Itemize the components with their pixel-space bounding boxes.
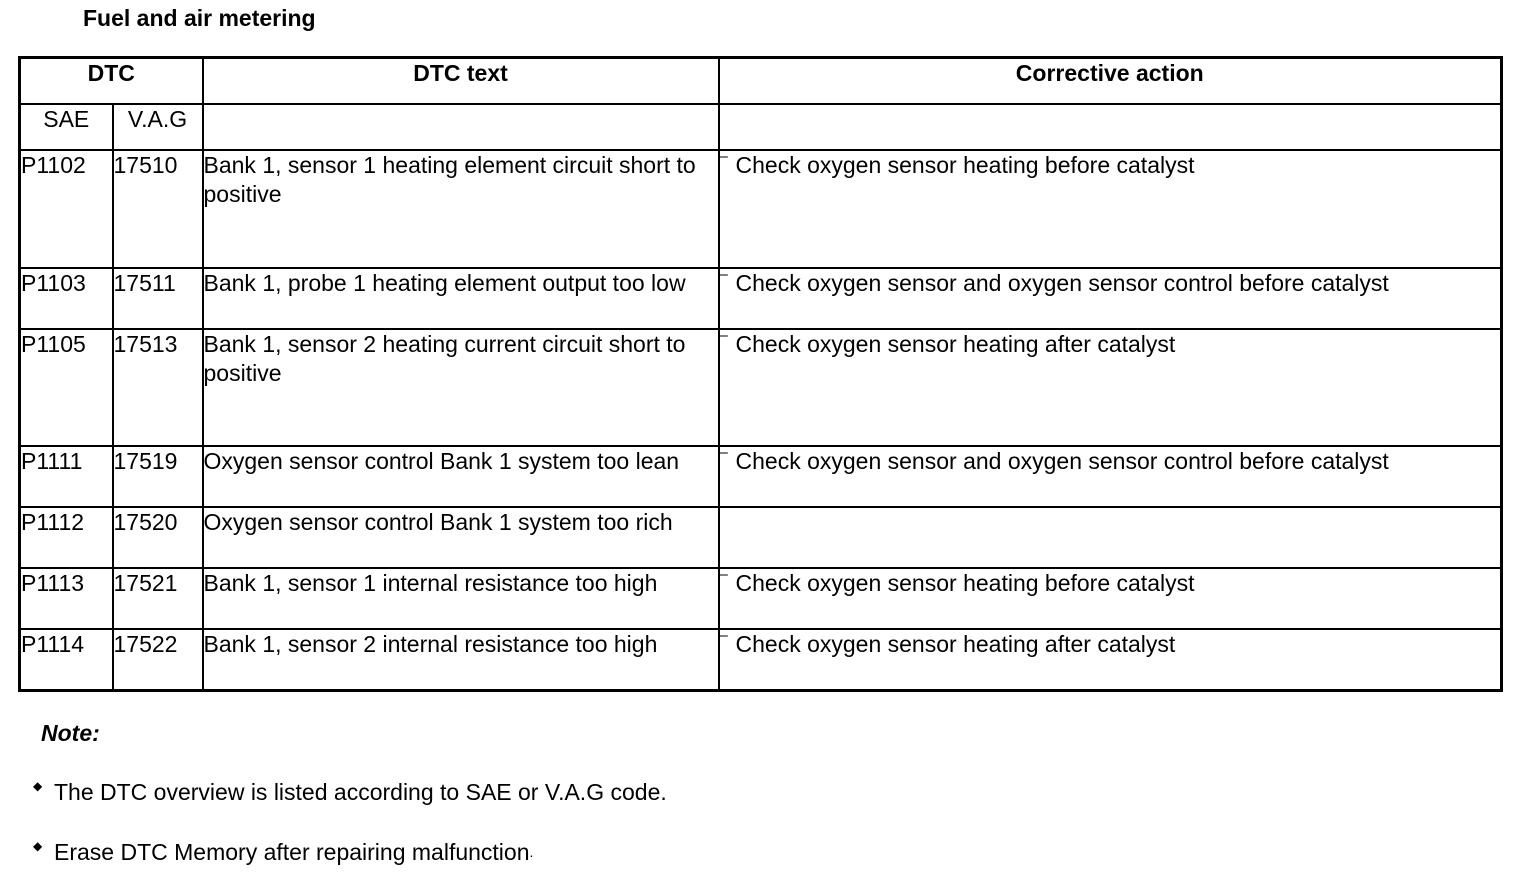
- section-title: Fuel and air metering: [83, 5, 316, 31]
- action-item: [719, 565, 1501, 598]
- vag-code: 17522: [113, 629, 203, 691]
- vag-code: 17521: [113, 568, 203, 629]
- corrective-action: [719, 626, 1502, 691]
- dtc-text: Bank 1, sensor 1 internal resistance too high: [203, 568, 719, 629]
- table-row: [20, 150, 1502, 268]
- sae-code: P1112: [20, 507, 113, 568]
- corrective-action: [719, 150, 1502, 268]
- action-text: Check oxygen sensor heating after catalyst: [735, 330, 1176, 357]
- sae-code: P1111: [20, 446, 113, 507]
- subheader-vag: V.A.G: [113, 104, 203, 150]
- action-item: [719, 265, 1501, 298]
- dtc-text: Oxygen sensor control Bank 1 system too rich: [203, 507, 719, 568]
- header-row: [20, 58, 1502, 105]
- header-dtc: DTC: [20, 58, 203, 105]
- action-text: Check oxygen sensor heating before catalyst: [735, 152, 1195, 178]
- sae-code: P1102: [20, 150, 113, 268]
- vag-code: 17510: [113, 150, 203, 268]
- sae-code: P1105: [20, 329, 113, 447]
- dtc-text: Bank 1, sensor 1 heating element circuit short to positive: [203, 150, 719, 268]
- dtc-text: Bank 1, probe 1 heating element output too low: [203, 268, 719, 329]
- table-row: [20, 268, 1502, 329]
- sae-code: P1113: [20, 568, 113, 629]
- action-text: Check oxygen sensor heating before catalyst: [735, 569, 1195, 596]
- note-label: Note:: [41, 720, 100, 746]
- note-item: [33, 777, 667, 807]
- subheader-sae: SAE: [20, 104, 113, 150]
- note-item: [33, 837, 533, 867]
- action-text: Check oxygen sensor and oxygen sensor control before catalyst: [735, 269, 1389, 296]
- header-corrective-action: Corrective action: [719, 58, 1502, 105]
- vag-code: 17519: [113, 446, 203, 507]
- header-dtc-text: DTC text: [203, 58, 719, 105]
- corrective-action: [719, 565, 1502, 629]
- dtc-text: Bank 1, sensor 2 internal resistance too high: [203, 629, 719, 691]
- sae-code: P1114: [20, 629, 113, 691]
- diamond-bullet-icon: ◆: [33, 839, 43, 853]
- vag-code: 17511: [113, 268, 203, 329]
- dash-icon: –: [719, 444, 728, 462]
- corrective-action: [719, 326, 1502, 447]
- action-text: Check oxygen sensor and oxygen sensor control before catalyst: [735, 448, 1389, 475]
- action-item: [719, 148, 1501, 180]
- table-row: [20, 507, 1502, 568]
- dash-icon: –: [719, 626, 728, 644]
- sae-code: P1103: [20, 268, 113, 329]
- note-text: The DTC overview is listed according to SAE or V.A.G code.: [54, 779, 667, 805]
- vag-code: 17513: [113, 329, 203, 447]
- table-row: [20, 329, 1502, 447]
- note-text: Erase DTC Memory after repairing malfunction: [54, 839, 530, 865]
- table-row: [20, 568, 1502, 629]
- corrective-action: [719, 265, 1502, 329]
- subheader-empty-cell: [203, 104, 719, 150]
- vag-code: 17520: [113, 507, 203, 568]
- dash-icon: –: [719, 565, 728, 583]
- subheader-empty-cell: [719, 104, 1502, 150]
- corrective-action-empty: [719, 507, 1502, 568]
- note-period: .: [529, 844, 534, 860]
- dash-icon: –: [719, 148, 728, 165]
- dash-icon: –: [719, 326, 728, 344]
- action-item: [719, 326, 1501, 359]
- dtc-text: Bank 1, sensor 2 heating current circuit short to positive: [203, 329, 719, 447]
- diamond-bullet-icon: ◆: [33, 779, 43, 793]
- subheader-row: [20, 104, 1502, 150]
- action-item: [719, 444, 1501, 476]
- dash-icon: –: [719, 265, 728, 283]
- dtc-table: [18, 56, 1503, 692]
- action-text: Check oxygen sensor heating after catalyst: [735, 630, 1176, 657]
- dtc-text: Oxygen sensor control Bank 1 system too lean: [203, 446, 719, 507]
- table-row: [20, 446, 1502, 507]
- action-item: [719, 626, 1501, 659]
- corrective-action: [719, 446, 1502, 507]
- table-row: [20, 629, 1502, 691]
